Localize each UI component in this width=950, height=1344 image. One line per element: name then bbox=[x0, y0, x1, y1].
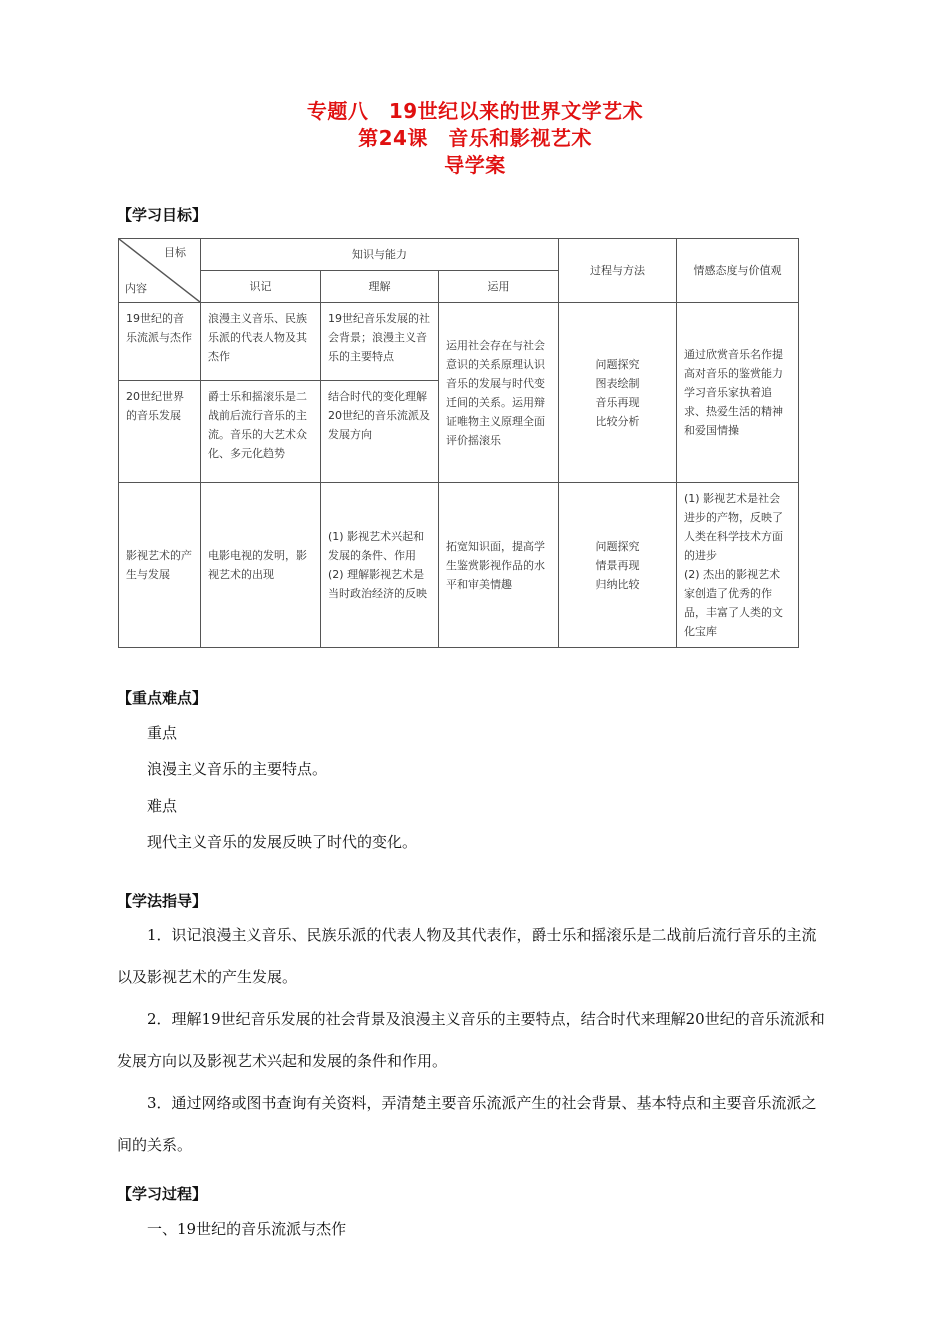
difficulty-label: 难点 bbox=[147, 797, 178, 815]
row1-content: 19世纪的音乐流派与杰作 bbox=[119, 303, 201, 381]
header-emotion-values: 情感态度与价值观 bbox=[677, 239, 799, 303]
header-apply: 运用 bbox=[439, 271, 559, 303]
section-heading-objectives: 【学习目标】 bbox=[117, 206, 208, 224]
section-heading-method: 【学法指导】 bbox=[117, 892, 208, 910]
method-item-1: 1．识记浪漫主义音乐、民族乐派的代表人物及其代表作，爵士乐和摇滚乐是二战前后流行音乐的主流以及影视艺术的产生发展。 bbox=[117, 926, 817, 986]
document-title bbox=[0, 98, 950, 179]
header-understand: 理解 bbox=[321, 271, 439, 303]
method-item-3: 3．通过网络或图书查询有关资料，弄清楚主要音乐流派产生的社会背景、基本特点和主要音乐流派之间的关系。 bbox=[117, 1094, 817, 1154]
header-remember: 识记 bbox=[201, 271, 321, 303]
row3-process: 问题探究 情景再现 归纳比较 bbox=[559, 483, 677, 648]
header-process-method: 过程与方法 bbox=[559, 239, 677, 303]
row3-understand: (1) 影视艺术兴起和发展的条件、作用 (2) 理解影视艺术是当时政治经济的反映 bbox=[321, 483, 439, 648]
title-line-1: 专题八 19世纪以来的世界文学艺术 bbox=[306, 99, 644, 123]
title-line-2: 第24课 音乐和影视艺术 bbox=[358, 126, 592, 150]
method-item-2: 2．理解19世纪音乐发展的社会背景及浪漫主义音乐的主要特点，结合时代来理解20世纪的音乐流派和发展方向以及影视艺术兴起和发展的条件和作用。 bbox=[117, 1010, 825, 1070]
focus-text: 浪漫主义音乐的主要特点。 bbox=[147, 760, 328, 778]
row1-understand: 19世纪音乐发展的社会背景；浪漫主义音乐的主要特点 bbox=[321, 303, 439, 381]
title-line-3: 导学案 bbox=[444, 153, 506, 177]
corner-label-content: 内容 bbox=[125, 282, 147, 295]
emotion-merged-cell: 通过欣赏音乐名作提高对音乐的鉴赏能力 学习音乐家执着追求、热爱生活的精神和爱国情操 bbox=[677, 303, 799, 483]
apply-merged-cell: 运用社会存在与社会意识的关系原理认识音乐的发展与时代变迁间的关系。运用辩证唯物主义原理全面评价摇滚乐 bbox=[439, 303, 559, 483]
header-knowledge-ability: 知识与能力 bbox=[201, 239, 559, 271]
process-merged-cell: 问题探究 图表绘制 音乐再现 比较分析 bbox=[559, 303, 677, 483]
table-corner-cell bbox=[119, 239, 201, 303]
process-item-1: 一、19世纪的音乐流派与杰作 bbox=[147, 1220, 347, 1238]
row2-content: 20世纪世界的音乐发展 bbox=[119, 381, 201, 483]
section-heading-key: 【重点难点】 bbox=[117, 689, 208, 707]
row1-remember: 浪漫主义音乐、民族乐派的代表人物及其杰作 bbox=[201, 303, 321, 381]
method-list bbox=[117, 914, 829, 1166]
section-heading-process: 【学习过程】 bbox=[117, 1185, 208, 1203]
row3-content: 影视艺术的产生与发展 bbox=[119, 483, 201, 648]
row3-apply: 拓宽知识面，提高学生鉴赏影视作品的水平和审美情趣 bbox=[439, 483, 559, 648]
row3-remember: 电影电视的发明，影视艺术的出现 bbox=[201, 483, 321, 648]
objectives-table bbox=[118, 238, 799, 648]
focus-label: 重点 bbox=[147, 724, 178, 742]
row3-emotion: (1) 影视艺术是社会进步的产物，反映了人类在科学技术方面的进步 (2) 杰出的影视艺术家创造了优秀的作品，丰富了人类的文化宝库 bbox=[677, 483, 799, 648]
difficulty-text: 现代主义音乐的发展反映了时代的变化。 bbox=[147, 833, 418, 851]
row2-understand: 结合时代的变化理解20世纪的音乐流派及发展方向 bbox=[321, 381, 439, 483]
row2-remember: 爵士乐和摇滚乐是二战前后流行音乐的主流。音乐的大艺术众化、多元化趋势 bbox=[201, 381, 321, 483]
corner-label-target: 目标 bbox=[164, 246, 186, 259]
